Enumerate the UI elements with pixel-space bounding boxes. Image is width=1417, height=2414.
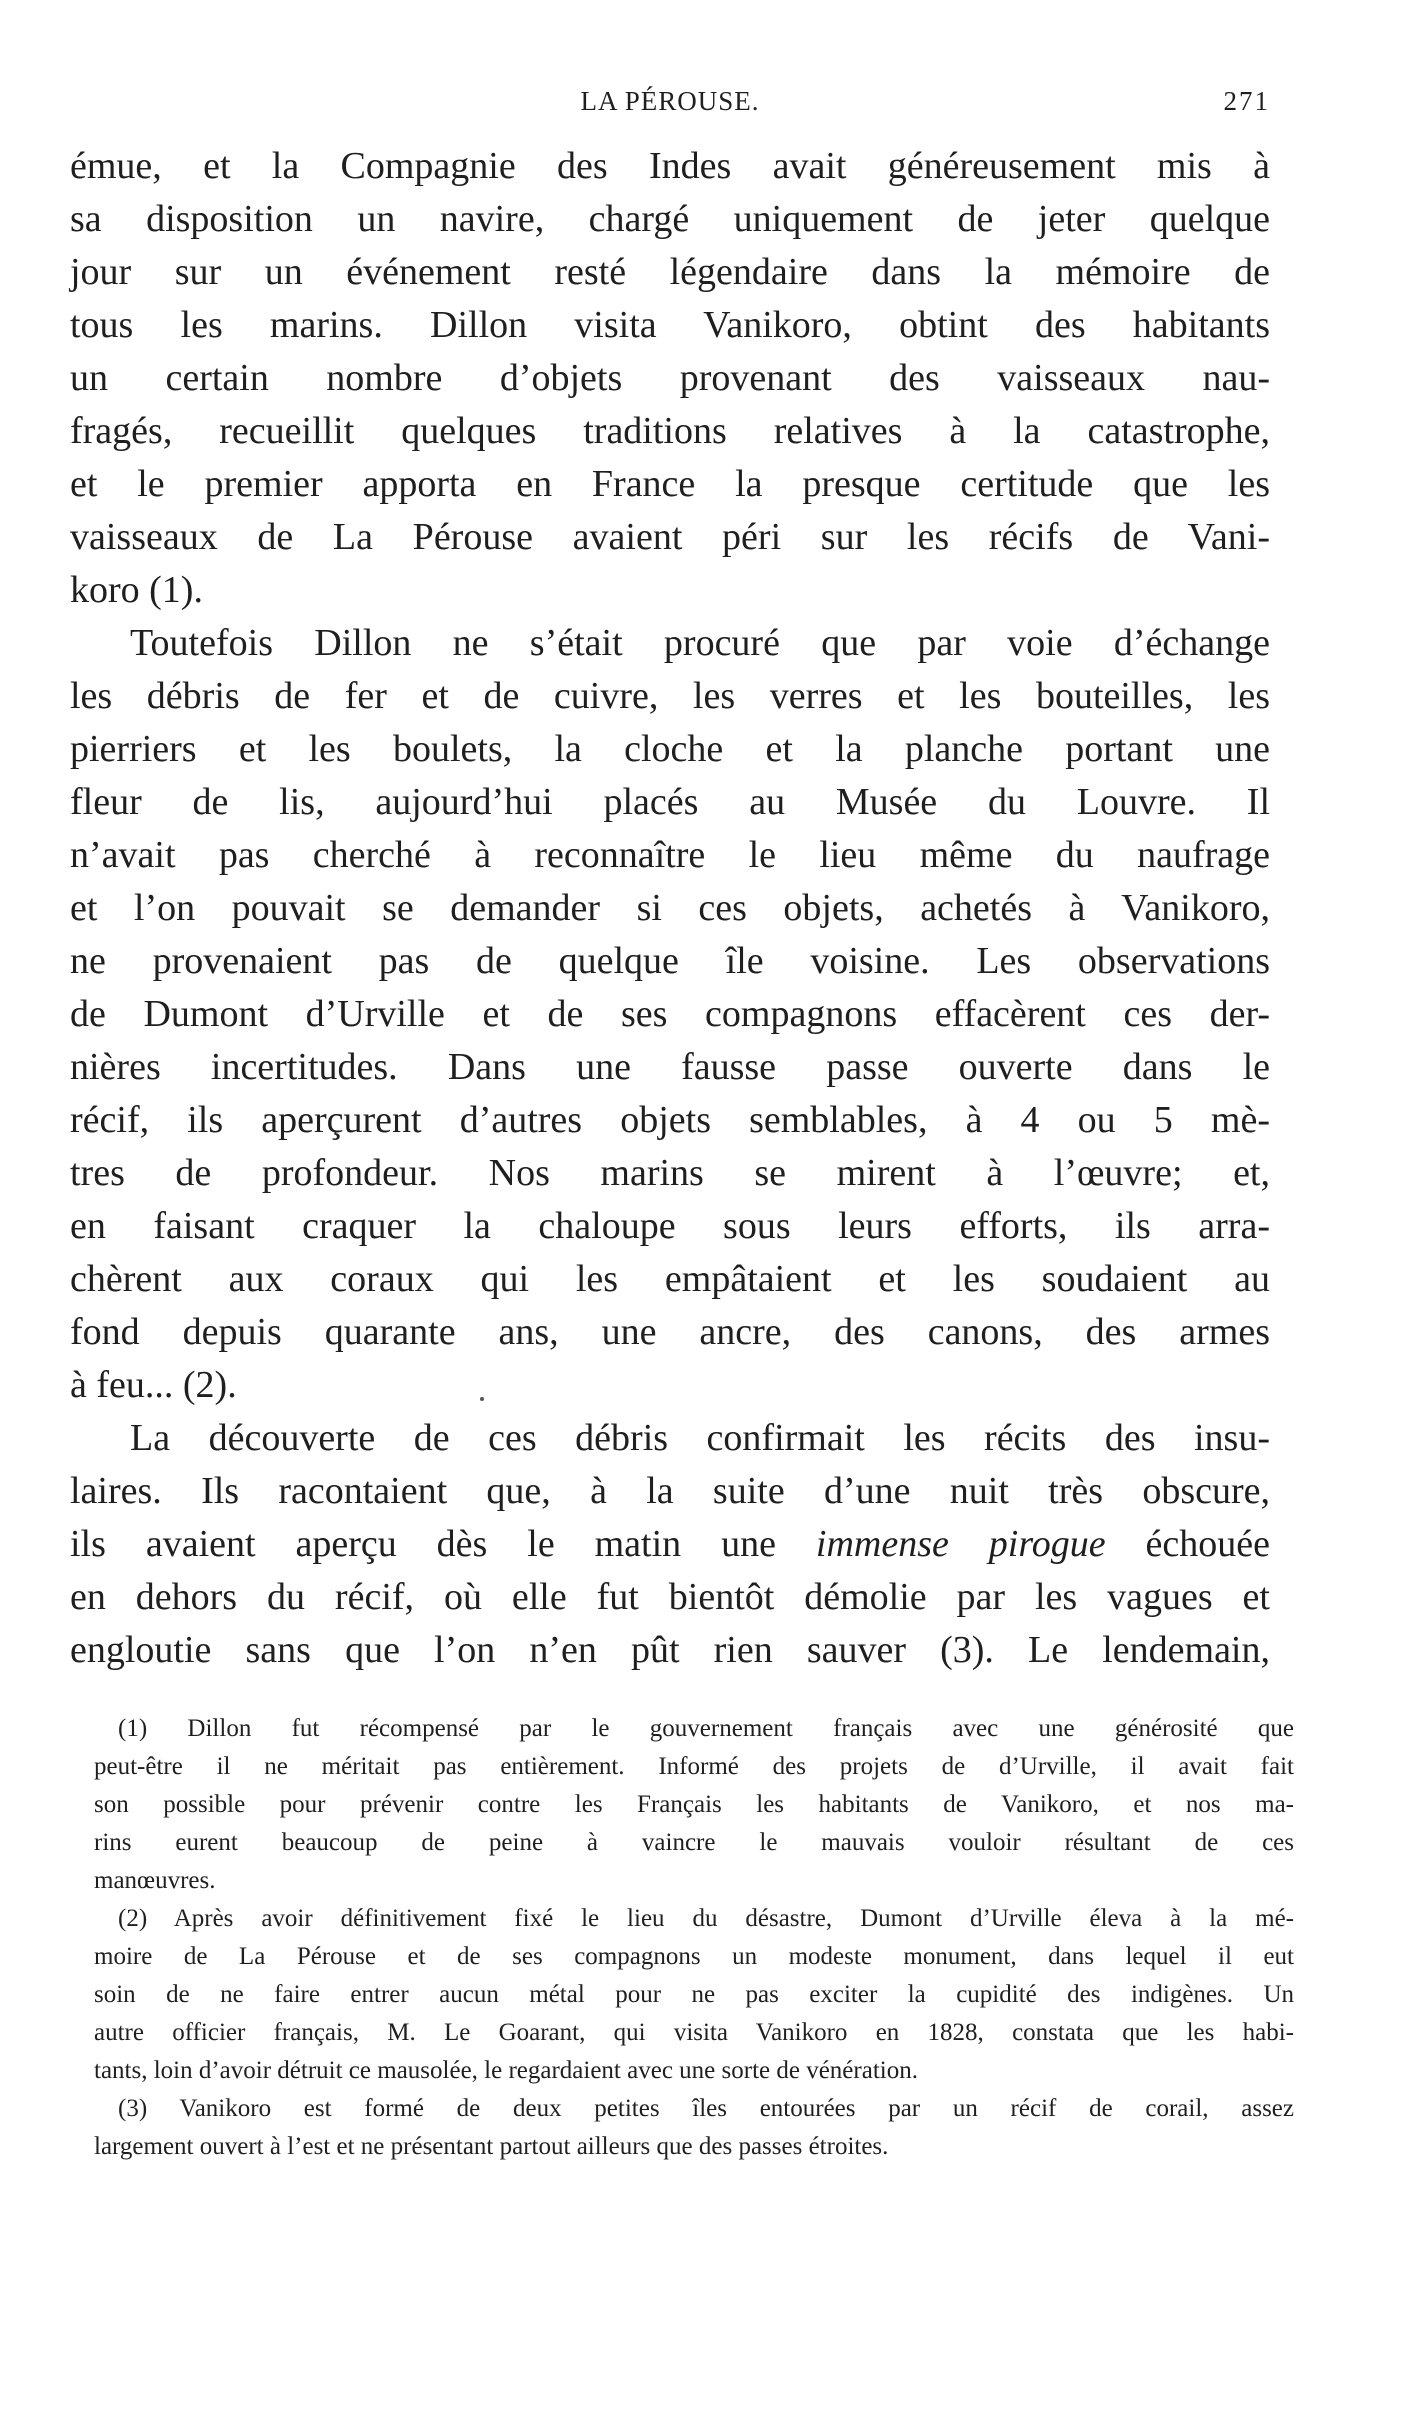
page-number: 271	[1223, 86, 1270, 116]
text-line: un certain nombre d’objets provenant des vaisseaux nau-	[70, 357, 1270, 399]
text-line: émue, et la Compagnie des Indes avait généreusement mis à	[70, 145, 1270, 187]
text-line: ne provenaient pas de quelque île voisine. Les observations	[70, 940, 1270, 982]
italic-phrase: immense pirogue	[815, 1523, 1106, 1565]
text-line: en faisant craquer la chaloupe sous leurs efforts, ils arra-	[70, 1205, 1270, 1247]
text-line: de Dumont d’Urville et de ses compagnons effacèrent ces der-	[70, 993, 1270, 1035]
footnote-line: soin de ne faire entrer aucun métal pour ne pas exciter la cupidité des indigènes. Un	[94, 1981, 1294, 2008]
text-line: tres de profondeur. Nos marins se mirent à l’œuvre; et,	[70, 1152, 1270, 1194]
text-line: vaisseaux de La Pérouse avaient péri sur les récifs de Vani-	[70, 516, 1270, 558]
footnote-line: largement ouvert à l’est et ne présentant partout ailleurs que des passes étroites.	[94, 2133, 889, 2160]
text-segment: ils avaient aperçu dès le matin une	[70, 1523, 776, 1565]
text-line: chèrent aux coraux qui les empâtaient et les soudaient au	[70, 1258, 1270, 1300]
footnote-line: peut-être il ne méritait pas entièrement. Informé des projets de d’Urville, il avait fait	[94, 1753, 1294, 1780]
footnotes	[94, 1710, 1294, 2166]
footnote-line: (1) Dillon fut récompensé par le gouvernement français avec une générosité que	[118, 1715, 1294, 1742]
text-line: fragés, recueillit quelques traditions relatives à la catastrophe,	[70, 410, 1270, 452]
text-line: à feu... (2).	[70, 1364, 237, 1406]
footnote-line: moire de La Pérouse et de ses compagnons un modeste monument, dans lequel il eut	[94, 1943, 1294, 1970]
text-line: koro (1).	[70, 569, 203, 611]
text-line: engloutie sans que l’on n’en pût rien sauver (3). Le lendemain,	[70, 1629, 1270, 1671]
footnote-line: (3) Vanikoro est formé de deux petites îles entourées par un récif de corail, assez	[118, 2095, 1294, 2122]
text-line: les débris de fer et de cuivre, les verres et les bouteilles, les	[70, 675, 1270, 717]
footnote-line: manœuvres.	[94, 1867, 216, 1894]
running-title: LA PÉROUSE.	[580, 86, 760, 116]
text-line: jour sur un événement resté légendaire dans la mémoire de	[70, 251, 1270, 293]
main-text	[70, 140, 1270, 1677]
text-line: récif, ils aperçurent d’autres objets semblables, à 4 ou 5 mè-	[70, 1099, 1270, 1141]
footnote-line: rins eurent beaucoup de peine à vaincre le mauvais vouloir résultant de ces	[94, 1829, 1294, 1856]
text-line: laires. Ils racontaient que, à la suite d’une nuit très obscure,	[70, 1470, 1270, 1512]
text-line: La découverte de ces débris confirmait les récits des insu-	[130, 1417, 1270, 1459]
text-line: pierriers et les boulets, la cloche et la planche portant une	[70, 728, 1270, 770]
text-line-with-italic	[70, 1518, 1270, 1571]
footnote-line: (2) Après avoir définitivement fixé le lieu du désastre, Dumont d’Urville éleva à la mé-	[118, 1905, 1294, 1932]
footnote-line: tants, loin d’avoir détruit ce mausolée, le regardaient avec une sorte de vénération.	[94, 2057, 918, 2084]
text-segment: échouée	[1145, 1523, 1271, 1565]
running-header	[70, 86, 1270, 126]
text-line: Toutefois Dillon ne s’était procuré que par voie d’échange	[130, 622, 1270, 664]
text-line: fond depuis quarante ans, une ancre, des canons, des armes	[70, 1311, 1270, 1353]
text-line: sa disposition un navire, chargé uniquement de jeter quelque	[70, 198, 1270, 240]
text-line: n’avait pas cherché à reconnaître le lieu même du naufrage	[70, 834, 1270, 876]
text-line: en dehors du récif, où elle fut bientôt démolie par les vagues et	[70, 1576, 1270, 1618]
print-speck	[480, 1397, 484, 1401]
text-line: et l’on pouvait se demander si ces objets, achetés à Vanikoro,	[70, 887, 1270, 929]
text-line: et le premier apporta en France la presque certitude que les	[70, 463, 1270, 505]
text-line: nières incertitudes. Dans une fausse passe ouverte dans le	[70, 1046, 1270, 1088]
footnote-line: autre officier français, M. Le Goarant, qui visita Vanikoro en 1828, constata que les habi-	[94, 2019, 1294, 2046]
text-line: fleur de lis, aujourd’hui placés au Musée du Louvre. Il	[70, 781, 1270, 823]
text-line: tous les marins. Dillon visita Vanikoro, obtint des habitants	[70, 304, 1270, 346]
footnote-line: son possible pour prévenir contre les Français les habitants de Vanikoro, et nos ma-	[94, 1791, 1294, 1818]
